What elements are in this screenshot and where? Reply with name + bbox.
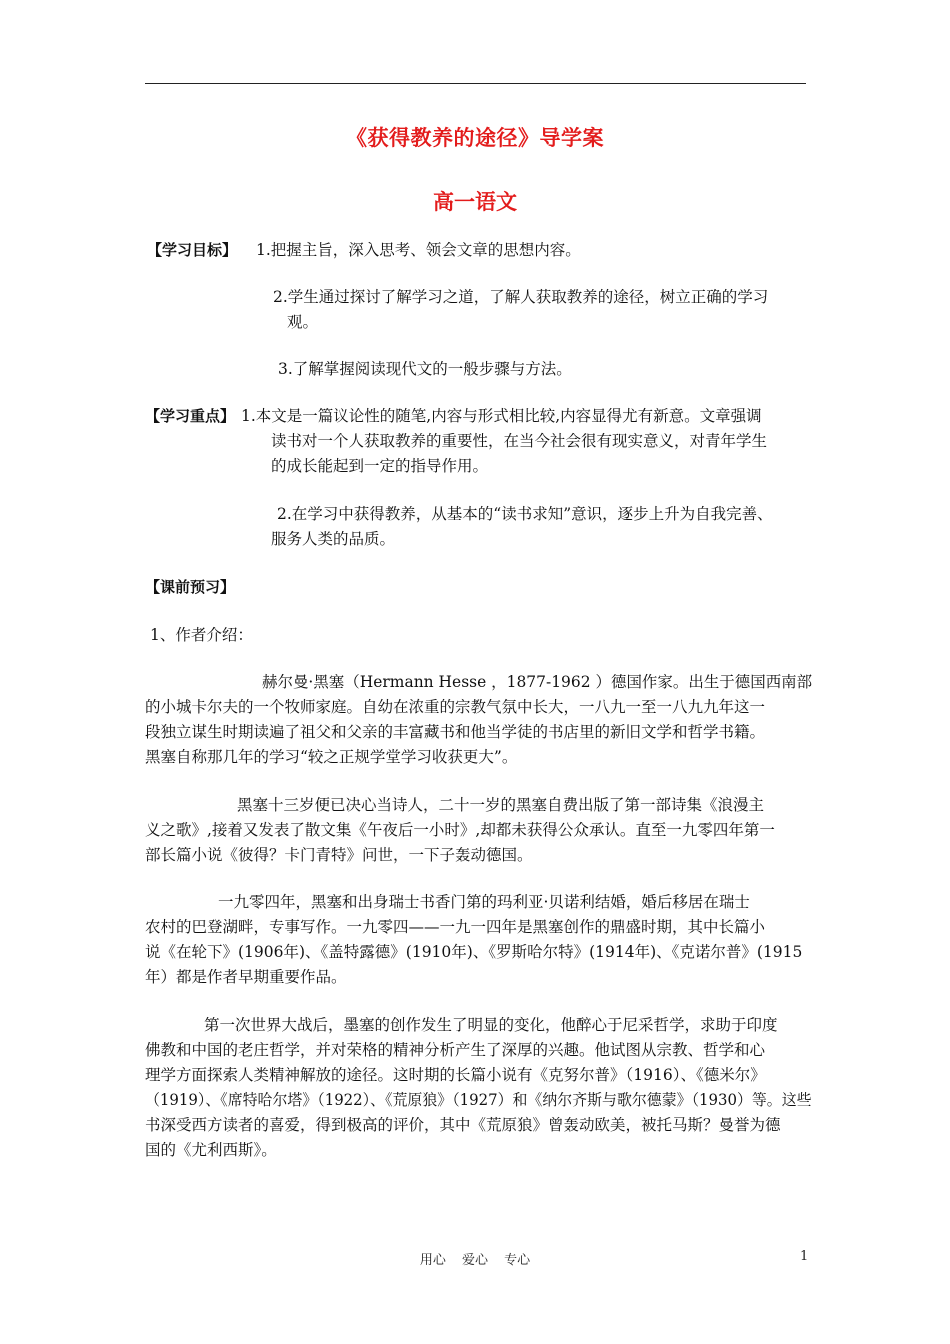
- page-number: 1: [800, 1249, 809, 1264]
- keypoints-label: 【学习重点】: [145, 407, 236, 425]
- keypoint-line: 2.在学习中获得教养，从基本的“读书求知”意识，逐步上升为自我完善、: [277, 505, 773, 523]
- paragraph-line: 书深受西方读者的喜爱，得到极高的评价，其中《荒原狼》曾轰动欧美，被托马斯？曼誉为德: [145, 1116, 781, 1134]
- paragraph-line: 国的《尤利西斯》。: [145, 1141, 277, 1159]
- paragraph-line: 理学方面探索人类精神解放的途径。这时期的长篇小说有《克努尔普》（1916）、《德米尔》: [145, 1066, 766, 1084]
- paragraph-line: （1919）、《席特哈尔塔》（1922）、《荒原狼》（1927）和《纳尔齐斯与歌尔德蒙》（1930）等。这些: [145, 1091, 812, 1109]
- objective-item: 2.学生通过探讨了解学习之道，了解人获取教养的途径，树立正确的学习: [273, 288, 769, 306]
- objective-item: 1.把握主旨，深入思考、领会文章的思想内容。: [256, 241, 581, 259]
- keypoint-line: 读书对一个人获取教养的重要性，在当今社会很有现实意义，对青年学生: [271, 432, 768, 450]
- document-title: 《获得教养的途径》导学案: [346, 126, 604, 150]
- paragraph-line: 黑塞自称那几年的学习“较之正规学堂学习收获更大”。: [145, 748, 518, 766]
- paragraph-line: 年）都是作者早期重要作品。: [145, 968, 347, 986]
- footer-motto: 用心 爱心 专心: [419, 1253, 531, 1268]
- section-heading: 1、作者介绍：: [150, 626, 253, 644]
- paragraph-line: 说《在轮下》(1906年)、《盖特露德》(1910年)、《罗斯哈尔特》(1914年)、《克诺尔普》(1915: [145, 943, 803, 961]
- keypoint-line: 服务人类的品质。: [271, 530, 396, 548]
- paragraph-line: 黑塞十三岁便已决心当诗人，二十一岁的黑塞自费出版了第一部诗集《浪漫主: [237, 796, 765, 814]
- paragraph-line: 赫尔曼·黑塞（Hermann Hesse ，1877-1962 ）德国作家。出生于德国西南部: [262, 673, 813, 691]
- document-subtitle: 高一语文: [433, 190, 517, 214]
- paragraph-line: 的小城卡尔夫的一个牧师家庭。自幼在浓重的宗教气氛中长大，一八九一至一八九九年这一: [145, 698, 766, 716]
- paragraph-line: 义之歌》,接着又发表了散文集《午夜后一小时》,却都未获得公众承认。直至一九零四年第一: [145, 821, 775, 839]
- paragraph-line: 一九零四年，黑塞和出身瑞士书香门第的玛利亚·贝诺利结婚，婚后移居在瑞士: [218, 893, 750, 911]
- header-rule: [145, 83, 806, 84]
- objectives-label: 【学习目标】: [147, 241, 238, 259]
- paragraph-line: 佛教和中国的老庄哲学，并对荣格的精神分析产生了深厚的兴趣。他试图从宗教、哲学和心: [145, 1041, 766, 1059]
- objective-item: 3.了解掌握阅读现代文的一般步骤与方法。: [278, 360, 572, 378]
- paragraph-line: 段独立谋生时期读遍了祖父和父亲的丰富藏书和他当学徒的书店里的新旧文学和哲学书籍。: [145, 723, 766, 741]
- keypoint-line: 的成长能起到一定的指导作用。: [271, 457, 489, 475]
- objective-item: 观。: [287, 313, 319, 331]
- paragraph-line: 第一次世界大战后，墨塞的创作发生了明显的变化，他醉心于尼采哲学，求助于印度: [204, 1016, 778, 1034]
- preview-label: 【课前预习】: [145, 578, 236, 596]
- keypoint-line: 1.本文是一篇议论性的随笔,内容与形式相比较,内容显得尤有新意。文章强调: [241, 407, 762, 425]
- paragraph-line: 农村的巴登湖畔，专事写作。一九零四——一九一四年是黑塞创作的鼎盛时期，其中长篇小: [145, 918, 766, 936]
- paragraph-line: 部长篇小说《彼得？卡门青特》问世，一下子轰动德国。: [145, 846, 533, 864]
